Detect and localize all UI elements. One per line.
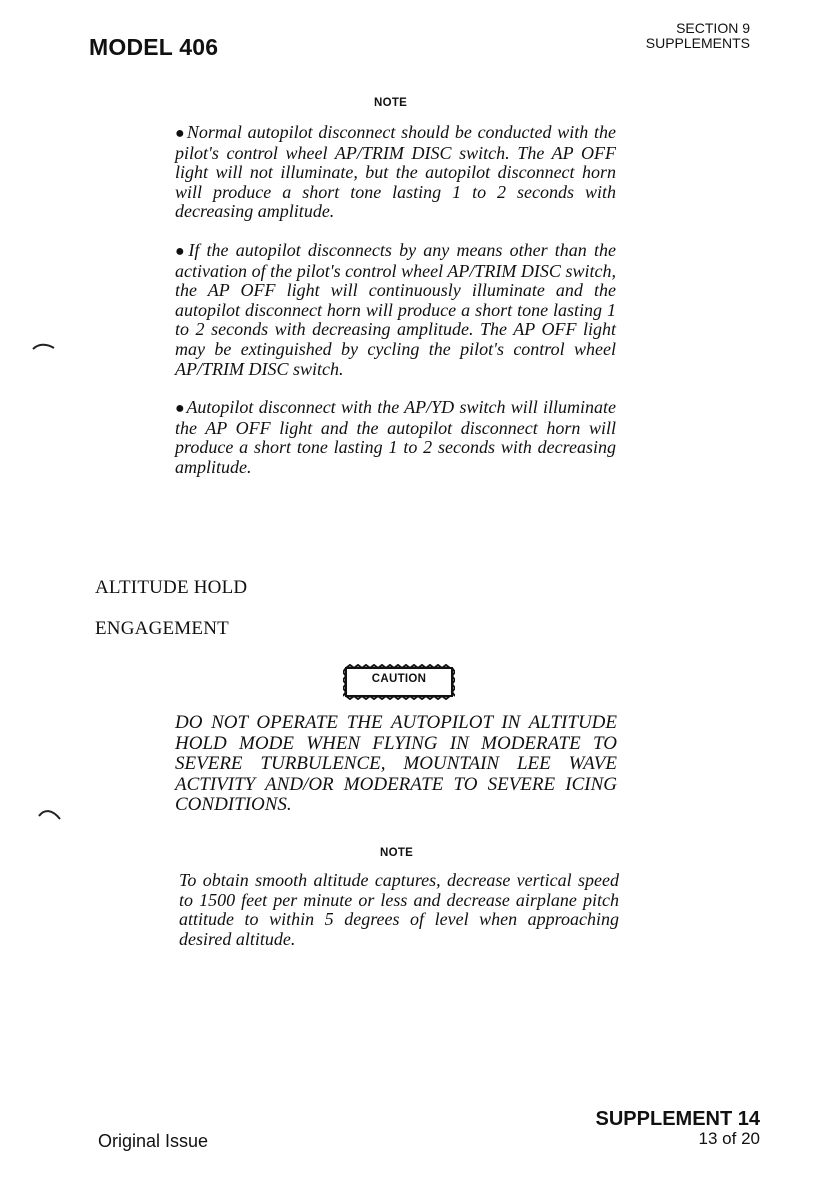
note-bullet-1: ●Normal autopilot disconnect should be conducted with the pilot's control wheel AP/TRIM DISC switch. The AP OFF light will not illuminate, but the autopilot disconnect horn will produce a short tone lasting 1 to 2 seconds with decreasing amplitude.: [175, 122, 616, 222]
altitude-hold-heading: ALTITUDE HOLD: [95, 577, 248, 598]
footer-page-info: [596, 1108, 760, 1148]
model-title: MODEL 406: [89, 34, 219, 60]
supplements-label: SUPPLEMENTS: [645, 35, 750, 51]
note-bullet-3: ●Autopilot disconnect with the AP/YD switch will illuminate the AP OFF light and the autopilot disconnect horn will produce a short tone lasting 1 to 2 seconds with decreasing amplitude.: [175, 397, 616, 477]
supplement-number: SUPPLEMENT 14: [595, 1108, 760, 1130]
note-title-2: NOTE: [380, 847, 414, 859]
bullet-icon: ●: [175, 242, 188, 260]
revision-mark-icon: [32, 342, 56, 352]
section-header: [646, 21, 750, 51]
note-title: NOTE: [374, 97, 408, 109]
caution-text: DO NOT OPERATE THE AUTOPILOT IN ALTITUDE HOLD MODE WHEN FLYING IN MODERATE TO SEVERE TURBULENCE, MOUNTAIN LEE WAVE ACTIVITY AND/OR MODERATE TO SEVERE ICING CONDITIONS.: [175, 712, 617, 815]
page-number: 13 of 20: [698, 1129, 760, 1148]
revision-mark-icon: [38, 808, 62, 822]
note-bullet-2: ●If the autopilot disconnects by any means other than the activation of the pilot's control wheel AP/TRIM DISC switch, the AP OFF light will continuously illuminate and the autopilot disconnect horn will produce a short tone lasting 1 to 2 seconds with decreasing amplitude. The AP OFF light may be extinguished by cycling the pilot's control wheel AP/TRIM DISC switch.: [175, 239, 616, 379]
caution-label: CAUTION: [371, 673, 427, 685]
section-label: SECTION 9: [676, 20, 750, 36]
engagement-heading: ENGAGEMENT: [95, 618, 229, 639]
footer-issue: Original Issue: [98, 1131, 209, 1151]
note-bullet-list: [175, 123, 616, 478]
bullet-icon: ●: [175, 400, 186, 418]
caution-badge: [343, 664, 455, 700]
bullet-icon: ●: [175, 125, 186, 142]
note-2-text: To obtain smooth altitude captures, decrease vertical speed to 1500 feet per minute or less and decrease airplane pitch attitude to within 5 degrees of level when approaching desired altitude.: [179, 870, 619, 949]
